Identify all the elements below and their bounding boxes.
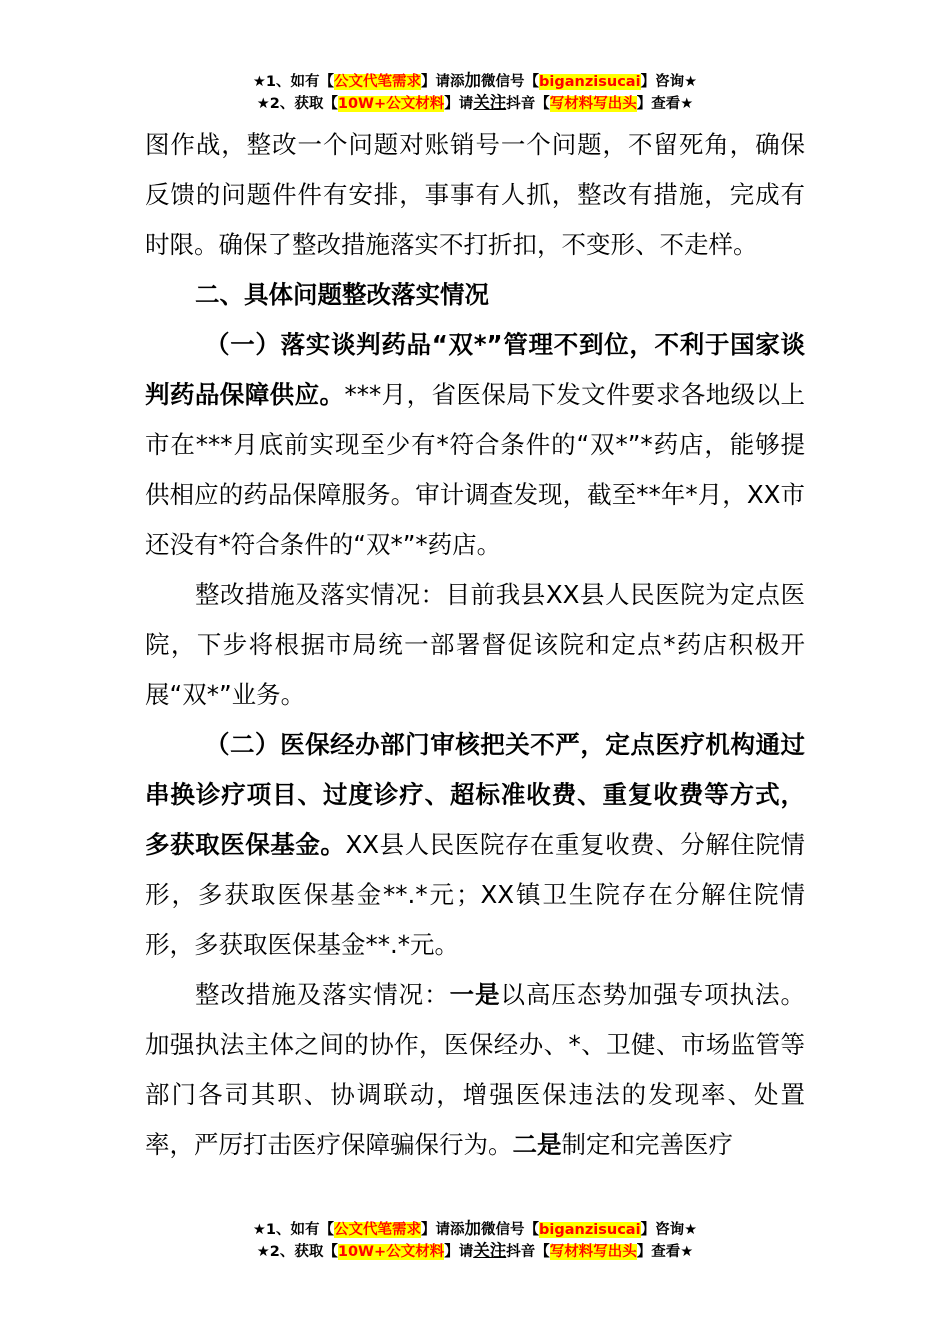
wechat-id: biganzisucai <box>539 1222 641 1238</box>
header-banner <box>0 70 950 114</box>
subsection-title: （一）落实谈判药品“双*”管理不到位，不利于国家谈判药品保障供应。 <box>145 330 805 409</box>
banner-line-2: ★2、获取【10W+公文材料】请关注抖音【写材料写出头】查看★ <box>256 1241 694 1260</box>
paragraph: 整改措施及落实情况：一是以高压态势加强专项执法。加强执法主体之间的协作，医保经办、*、卫健、市场监管等部门各司其职、协调联动，增强医保违法的发现率、处置率，严厉打击医疗保障骗保行为。二是制定和完善医疗 <box>145 980 806 1159</box>
banner-line-1: ★1、如有【公文代笔需求】请添加微信号【biganzisucai】咨询★ <box>252 71 698 90</box>
document-body <box>145 120 805 1170</box>
paragraph: （二）医保经办部门审核把关不严，定点医疗机构通过串换诊疗项目、过度诊疗、超标准收费、重复收费等方式，多获取医保基金。XX县人民医院存在重复收费、分解住院情形，多获取医保基金**.*元；XX镇卫生院存在分解住院情形，多获取医保基金**.*元。 <box>145 730 806 959</box>
footer-banner <box>0 1218 950 1262</box>
paragraph: （一）落实谈判药品“双*”管理不到位，不利于国家谈判药品保障供应。***月，省医保局下发文件要求各地级以上市在***月底前实现至少有*符合条件的“双*”*药店，能够提供相应的药品保障服务。审计调查发现，截至**年*月，XX市还没有*符合条件的“双*”*药店。 <box>145 330 806 559</box>
banner-highlight: 10W+公文材料 <box>337 96 445 112</box>
douyin-account: 写材料写出头 <box>549 1244 637 1260</box>
banner-line-1: ★1、如有【公文代笔需求】请添加微信号【biganzisucai】咨询★ <box>252 1219 698 1238</box>
banner-highlight: 公文代笔需求 <box>334 1222 422 1238</box>
section-heading: 二、具体问题整改落实情况 <box>195 280 489 309</box>
banner-highlight: 公文代笔需求 <box>334 74 422 90</box>
subsection-title: （二）医保经办部门审核把关不严，定点医疗机构通过串换诊疗项目、过度诊疗、超标准收费、重复收费等方式，多获取医保基金。 <box>145 730 805 859</box>
wechat-id: biganzisucai <box>539 74 641 90</box>
banner-highlight: 10W+公文材料 <box>337 1244 445 1260</box>
douyin-account: 写材料写出头 <box>549 96 637 112</box>
banner-line-2: ★2、获取【10W+公文材料】请关注抖音【写材料写出头】查看★ <box>256 93 694 112</box>
paragraph: 图作战，整改一个问题对账销号一个问题，不留死角，确保反馈的问题件件有安排，事事有人抓，整改有措施，完成有时限。确保了整改措施落实不打折扣，不变形、不走样。 <box>145 130 805 259</box>
paragraph: 整改措施及落实情况：目前我县XX县人民医院为定点医院，下步将根据市局统一部署督促该院和定点*药店积极开展“双*”业务。 <box>145 580 805 709</box>
